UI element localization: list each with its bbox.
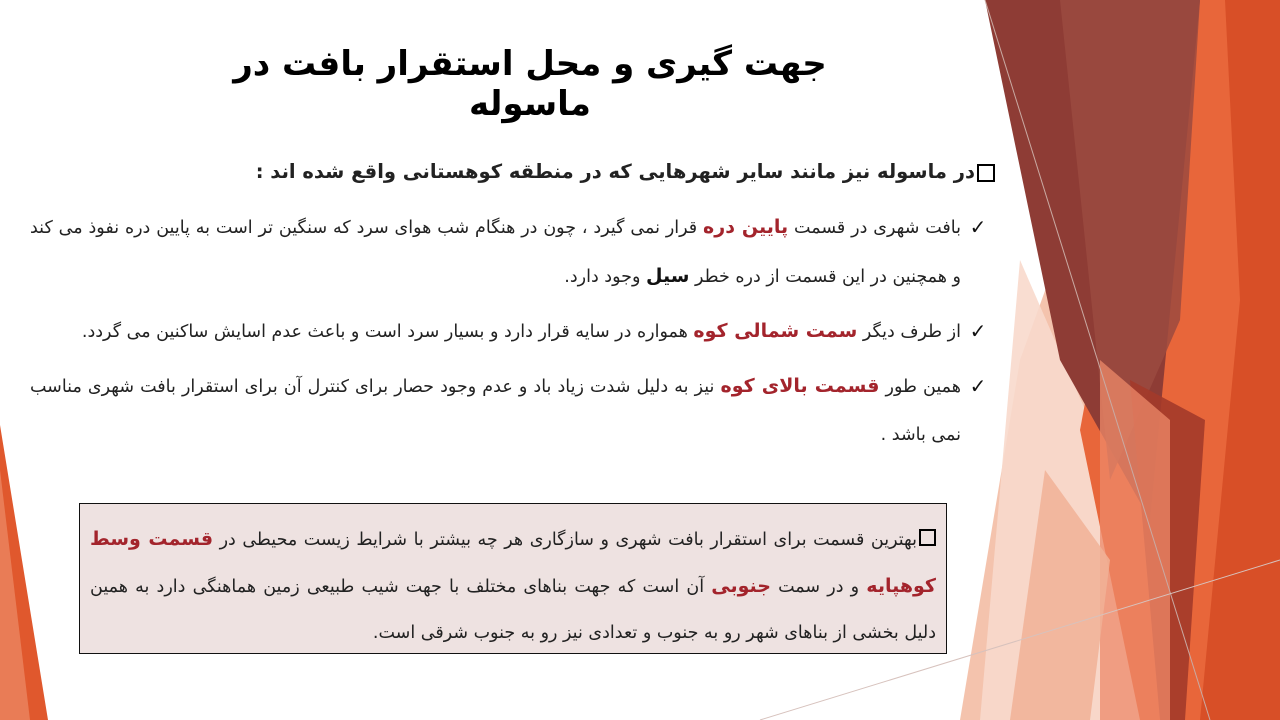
hollow-square-icon [977,164,995,182]
intro-line [30,155,995,189]
note-text-part: و در سمت [770,577,867,597]
bullet-text-part: از طرف دیگر [857,322,961,342]
bullet-text [30,307,961,356]
highlight-text: جنوبی [711,575,771,597]
hollow-square-icon [919,529,936,546]
check-mark-icon: ✓ [969,215,987,239]
intro-text: در ماسوله نیز مانند سایر شهرهایی که در منطقه کوهستانی واقع شده اند : [255,160,975,183]
bullet-text-part: وجود دارد. [564,267,646,287]
bullet-text-part: نیز به دلیل شدت زیاد باد و عدم وجود حصار برای کنترل آن برای استقرار بافت شهری مناسب نمی باشد . [30,377,961,445]
bullet-text [30,362,961,459]
note-box [79,503,947,654]
note-text-part: آن است که جهت بناهای مختلف با جهت شیب طبیعی زمین هماهنگی دارد به همین دلیل بخشی از بناهای شهر رو به جنوب و تعدادی نیز رو به جنوب شرقی است. [90,577,936,643]
note-text-part: بهترین قسمت برای استقرار بافت شهری و سازگاری هر چه بیشتر با شرایط زیست محیطی در [213,530,917,550]
highlight-text: قسمت بالای کوه [720,375,880,397]
bullet-item [30,203,995,301]
bullet-item [30,362,995,459]
keyword-text: سیل [645,265,690,287]
check-mark-icon: ✓ [969,319,987,343]
check-mark-icon: ✓ [969,374,987,398]
bullet-text [30,203,961,301]
slide-title: جهت گیری و محل استقرار بافت در ماسوله [233,44,827,124]
bullet-text-part: قرار نمی گیرد ، چون در هنگام شب هوای سرد که سنگین تر است به پایین دره نفوذ می کند و همچنین در این قسمت از دره خطر [30,218,961,287]
content-area [30,155,995,465]
bullet-item [30,307,995,356]
highlight-text: پایین دره [703,216,789,238]
highlight-text: قسمت وسط کوهپایه [90,528,936,597]
bullet-text-part: همواره در سایه قرار دارد و بسیار سرد است و باعث عدم اسایش ساکنین می گردد. [81,322,694,342]
bullet-text-part: بافت شهری در قسمت [788,218,962,238]
highlight-text: سمت شمالی کوه [693,320,858,342]
bullet-text-part: همین طور [879,377,961,397]
